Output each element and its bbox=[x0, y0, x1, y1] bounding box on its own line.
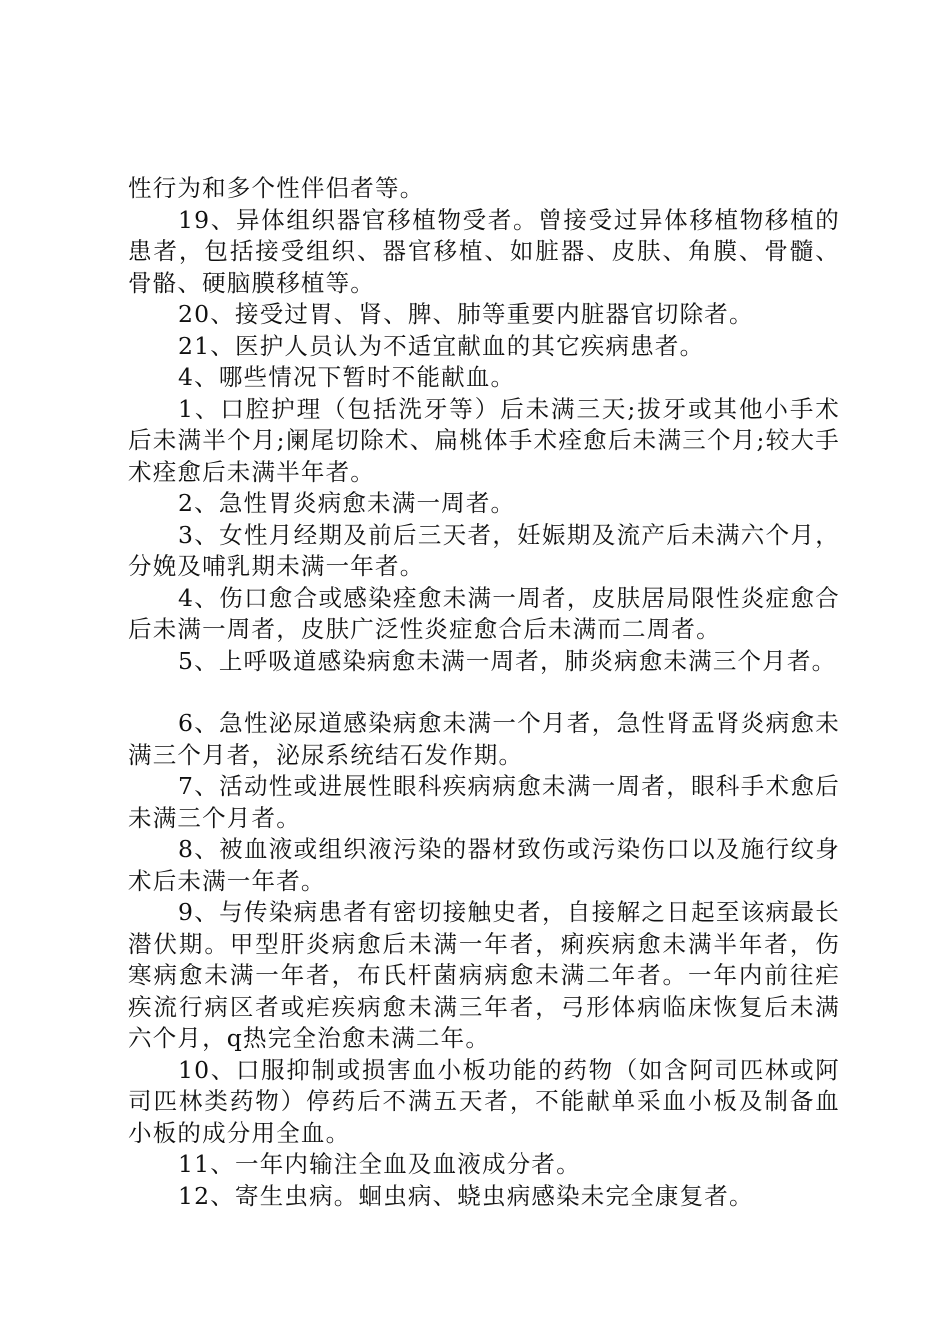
paragraph: 3、女性月经期及前后三天者，妊娠期及流产后未满六个月，分娩及哺乳期未满一年者。 bbox=[128, 520, 840, 580]
paragraph: 21、医护人员认为不适宜献血的其它疾病患者。 bbox=[178, 331, 705, 360]
paragraph: 12、寄生虫病。蛔虫病、蛲虫病感染未完全康复者。 bbox=[178, 1181, 754, 1210]
paragraph: 8、被血液或组织液污染的器材致伤或污染伤口以及施行纹身术后未满一年者。 bbox=[128, 835, 840, 895]
paragraph: 5、上呼吸道感染病愈未满一周者，肺炎病愈未满三个月者。 bbox=[178, 646, 837, 675]
document-body bbox=[128, 173, 840, 1212]
paragraph: 10、口服抑制或损害血小板功能的药物（如含阿司匹林或阿司匹林类药物）停药后不满五天者，不能献单采血小板及制备血小板的成分用全血。 bbox=[128, 1055, 840, 1147]
paragraph: 11、一年内输注全血及血液成分者。 bbox=[178, 1150, 581, 1178]
paragraph: 9、与传染病患者有密切接触史者，自接解之日起至该病最长潜伏期。甲型肝炎病愈后未满一年者，痢疾病愈未满半年者，伤寒病愈未满一年者，布氏杆菌病病愈未满二年者。一年内前往疟疾流行病区者或疟疾病愈未满三年者，弓形体病临床恢复后未满六个月，q热完全治愈未满二年。 bbox=[128, 898, 840, 1052]
section-heading: 4、哪些情况下暂时不能献血。 bbox=[178, 363, 516, 391]
paragraph: 6、急性泌尿道感染病愈未满一个月者，急性肾盂肾炎病愈未满三个月者，泌尿系统结石发作期。 bbox=[128, 709, 840, 769]
paragraph: 2、急性胃炎病愈未满一周者。 bbox=[178, 489, 516, 517]
paragraph: 1、口腔护理（包括洗牙等）后未满三天;拔牙或其他小手术后未满半个月;阑尾切除术、扁桃体手术痊愈后未满三个月;较大手术痊愈后未满半年者。 bbox=[128, 394, 840, 486]
paragraph: 7、活动性或进展性眼科疾病病愈未满一周者，眼科手术愈后未满三个月者。 bbox=[128, 772, 840, 832]
paragraph: 20、接受过胃、肾、脾、肺等重要内脏器官切除者。 bbox=[178, 300, 754, 328]
paragraph: 性行为和多个性伴侣者等。 bbox=[128, 174, 425, 202]
paragraph: 4、伤口愈合或感染痊愈未满一周者，皮肤居局限性炎症愈合后未满一周者，皮肤广泛性炎症愈合后未满而二周者。 bbox=[128, 583, 840, 643]
paragraph: 19、异体组织器官移植物受者。曾接受过异体移植物移植的患者，包括接受组织、器官移植、如脏器、皮肤、角膜、骨髓、骨骼、硬脑膜移植等。 bbox=[128, 205, 840, 297]
